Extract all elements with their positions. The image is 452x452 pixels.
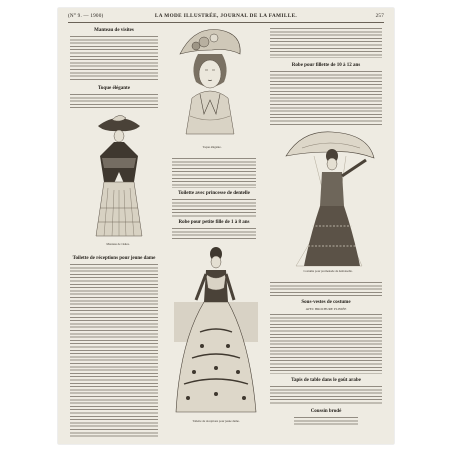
heading-sous-vestes: Sous-vestes de costume [301,300,351,305]
page-header [68,12,384,23]
illustration-toque [174,24,248,144]
text-center-upper [172,158,256,188]
caption-toque: Toque élégante. [202,145,222,149]
text-right-top [270,28,382,58]
caption-toilette: Toilette de réceptions pour jeune dame. [192,419,240,423]
illustration-toilette [170,242,262,418]
text-toilette-reception [70,264,158,438]
text-toque [70,94,158,110]
heading-manteau: Manteau de visites [94,28,134,33]
illustration-fillette [282,126,378,268]
text-coussin [294,417,358,425]
heading-toilette-reception: Toilette de réceptions pour jeune dame [72,256,156,261]
text-petite-fille [172,228,256,240]
text-princesse [172,199,256,217]
text-tapis [270,386,382,406]
heading-toque: Toque élégante [98,86,130,91]
heading-tapis: Tapis de table dans le goût arabe [291,378,361,383]
subheading-sous-vestes: AVEC BROCHURE PLISSÉE [305,307,347,311]
heading-robe-fillette: Robe pour fillette de 10 à 12 ans [291,63,361,68]
magazine-page [58,8,394,444]
illustration-manteau [90,112,148,240]
caption-fillette: Costume pour promenade de demoiselle. [303,269,353,273]
journal-title: LA MODE ILLUSTRÉE, JOURNAL DE LA FAMILLE. [154,13,298,19]
issue-number: (N° 9. — 1900) [68,13,104,19]
heading-princesse: Toilette avec princesse de dentelle [178,191,250,196]
heading-petite-fille: Robe pour petite fille de 1 à 8 ans [178,220,250,225]
text-sous-vestes [270,314,382,374]
heading-coussin: Coussin brodé [310,409,342,414]
text-manteau [70,36,158,82]
text-robe-fillette [270,71,382,125]
caption-manteau: Manteau de visites. [106,242,130,246]
page-number: 257 [375,13,384,19]
text-right-middle [270,282,382,296]
